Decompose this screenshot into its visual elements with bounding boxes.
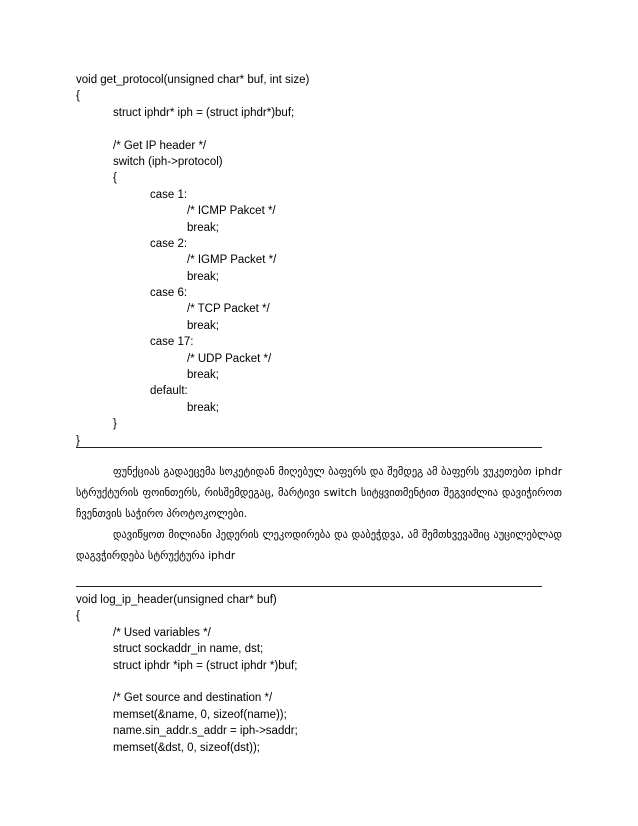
code-line: /* Get source and destination */ xyxy=(113,692,273,705)
code-line: case 2: xyxy=(150,237,188,250)
code-line: memset(&name, 0, sizeof(name)); xyxy=(113,708,287,721)
code-line: /* TCP Packet */ xyxy=(187,303,270,316)
code-line: break; xyxy=(187,369,219,382)
code-line: } xyxy=(76,434,80,447)
code-line: break; xyxy=(187,270,219,283)
code-block-log-ip-header xyxy=(76,592,298,756)
code-line: case 6: xyxy=(150,287,188,300)
code-line: /* ICMP Pakcet */ xyxy=(187,205,276,218)
code-line xyxy=(76,121,309,137)
code-line: name.sin_addr.s_addr = iph->saddr; xyxy=(113,725,298,738)
code-line: { xyxy=(113,172,117,185)
code-line: void get_protocol(unsigned char* buf, int size) xyxy=(76,74,310,86)
code-line: /* Used variables */ xyxy=(113,626,211,639)
code-line: break; xyxy=(187,221,219,234)
code-block-get-protocol xyxy=(76,72,309,449)
code-line: case 1: xyxy=(150,188,188,201)
code-line: /* IGMP Packet */ xyxy=(187,254,277,267)
code-line: memset(&dst, 0, sizeof(dst)); xyxy=(113,741,260,754)
code-line: { xyxy=(76,610,80,623)
code-line: struct sockaddr_in name, dst; xyxy=(113,643,264,656)
code-line xyxy=(76,674,298,690)
code-line: break; xyxy=(187,401,219,414)
horizontal-rule-top xyxy=(76,447,542,448)
code-line: case 17: xyxy=(150,336,194,349)
code-line: struct iphdr *iph = (struct iphdr *)buf; xyxy=(113,659,298,672)
paragraph-protocol-description: ფუნქციას გადაეცემა სოკეტიდან მიღებულ ბაფერს და შემდეგ ამ ბაფერს ვუკეთებთ iphdr სტრუქტურის ფოინთერს, რისშემდეგაც, მარტივი switch სიტყვითმენტით შეგვიძლია დავიჭიროთ ჩვენთვის საჭირო პროტოკოლები. xyxy=(76,466,562,520)
code-line: } xyxy=(113,418,117,431)
paragraph-ip-header-intro: დავიწყოთ მილიანი ჰედერის ლეკოდირება და დაბეჭდვა, ამ შემთხვევაშიც აუცილებლად დაგვჭირდება სტრუქტურა iphdr xyxy=(76,529,562,562)
code-line: switch (iph->protocol) xyxy=(113,155,223,168)
code-line: /* Get IP header */ xyxy=(113,139,207,152)
code-line: { xyxy=(76,90,80,103)
horizontal-rule-bottom xyxy=(76,586,542,587)
code-line: void log_ip_header(unsigned char* buf) xyxy=(76,594,277,606)
code-line: default: xyxy=(150,385,188,398)
code-line: /* UDP Packet */ xyxy=(187,352,272,365)
code-line: break; xyxy=(187,319,219,332)
code-line: struct iphdr* iph = (struct iphdr*)buf; xyxy=(113,106,295,119)
